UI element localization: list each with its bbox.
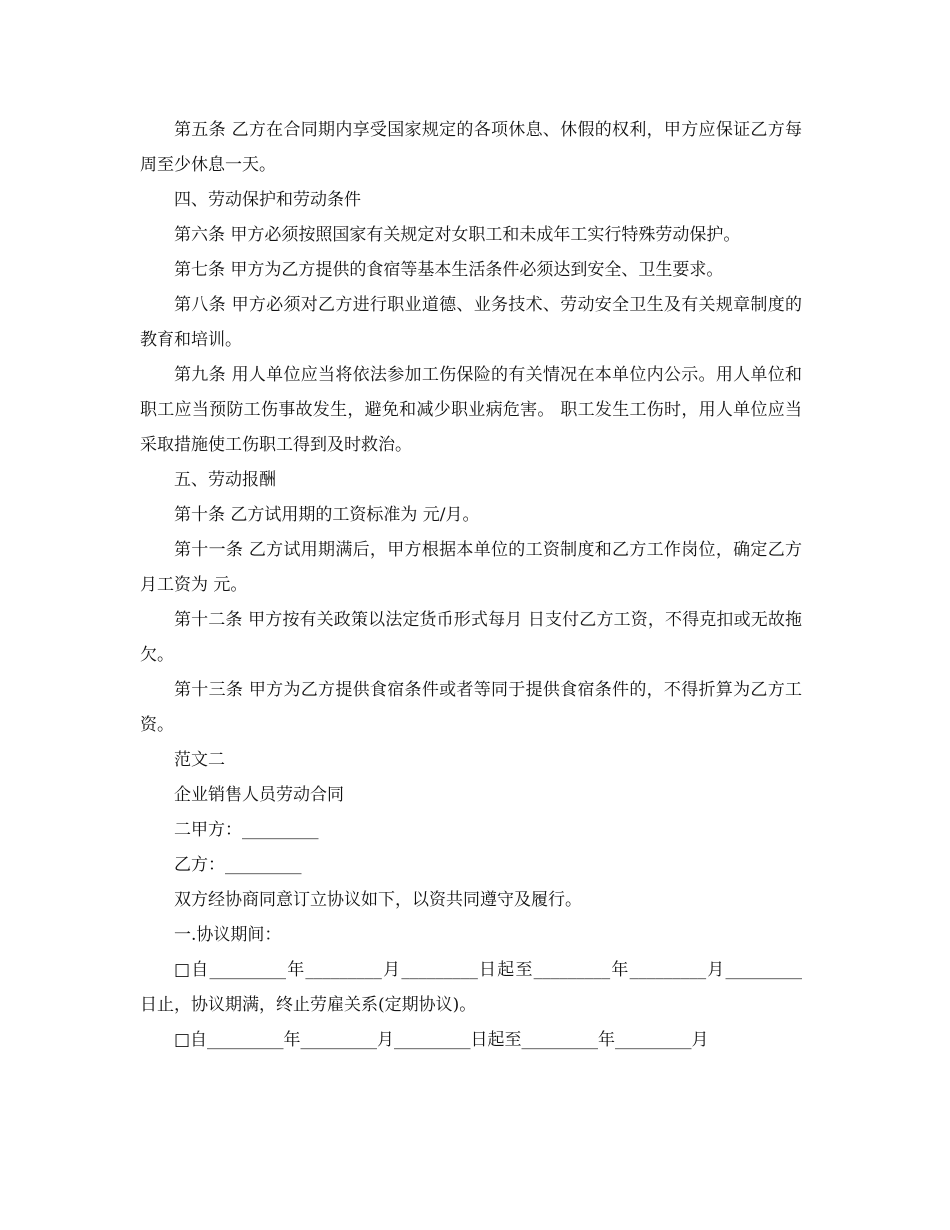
article-6-paragraph: 第六条 甲方必须按照国家有关规定对女职工和未成年工实行特殊劳动保护。 xyxy=(174,225,741,245)
sample-two-heading: 范文二 xyxy=(174,750,225,770)
agreement-intro: 双方经协商同意订立协议如下，以资共同遵守及履行。 xyxy=(174,890,582,910)
article-5-paragraph: 第五条 乙方在合同期内享受国家规定的各项休息、休假的权利，甲方应保证乙方每周至少休息一天。 xyxy=(140,120,802,175)
second-term-option: □自_________年_________月_________日起至_________年_________月 xyxy=(174,1030,709,1050)
article-12-paragraph: 第十二条 甲方按有关政策以法定货币形式每月 日支付乙方工资，不得克扣或无故拖欠。 xyxy=(140,610,802,665)
agreement-period-heading: 一.协议期间： xyxy=(174,925,282,945)
fixed-term-option: □自_________年_________月_________日起至_________年_________月_________日止，协议期满，终止劳雇关系(定期协议)。 xyxy=(140,960,802,1015)
document-body xyxy=(140,113,802,1058)
article-7-paragraph: 第七条 甲方为乙方提供的食宿等基本生活条件必须达到安全、卫生要求。 xyxy=(174,260,724,280)
section-4-heading: 四、劳动保护和劳动条件 xyxy=(174,190,361,210)
article-11-paragraph: 第十一条 乙方试用期满后，甲方根据本单位的工资制度和乙方工作岗位，确定乙方月工资为 元。 xyxy=(140,540,802,595)
article-8-paragraph: 第八条 甲方必须对乙方进行职业道德、业务技术、劳动安全卫生及有关规章制度的教育和培训。 xyxy=(140,295,802,350)
party-b-line: 乙方：_________ xyxy=(174,855,302,875)
contract-title: 企业销售人员劳动合同 xyxy=(174,785,344,805)
section-5-heading: 五、劳动报酬 xyxy=(174,470,276,490)
article-13-paragraph: 第十三条 甲方为乙方提供食宿条件或者等同于提供食宿条件的，不得折算为乙方工资。 xyxy=(140,680,802,735)
article-10-paragraph: 第十条 乙方试用期的工资标准为 元/月。 xyxy=(174,505,480,525)
party-a-line: 二甲方：_________ xyxy=(174,820,319,840)
article-9-paragraph: 第九条 用人单位应当将依法参加工伤保险的有关情况在本单位内公示。用人单位和职工应当预防工伤事故发生，避免和减少职业病危害。 职工发生工伤时，用人单位应当采取措施使工伤职工得到及时救治。 xyxy=(140,365,802,455)
